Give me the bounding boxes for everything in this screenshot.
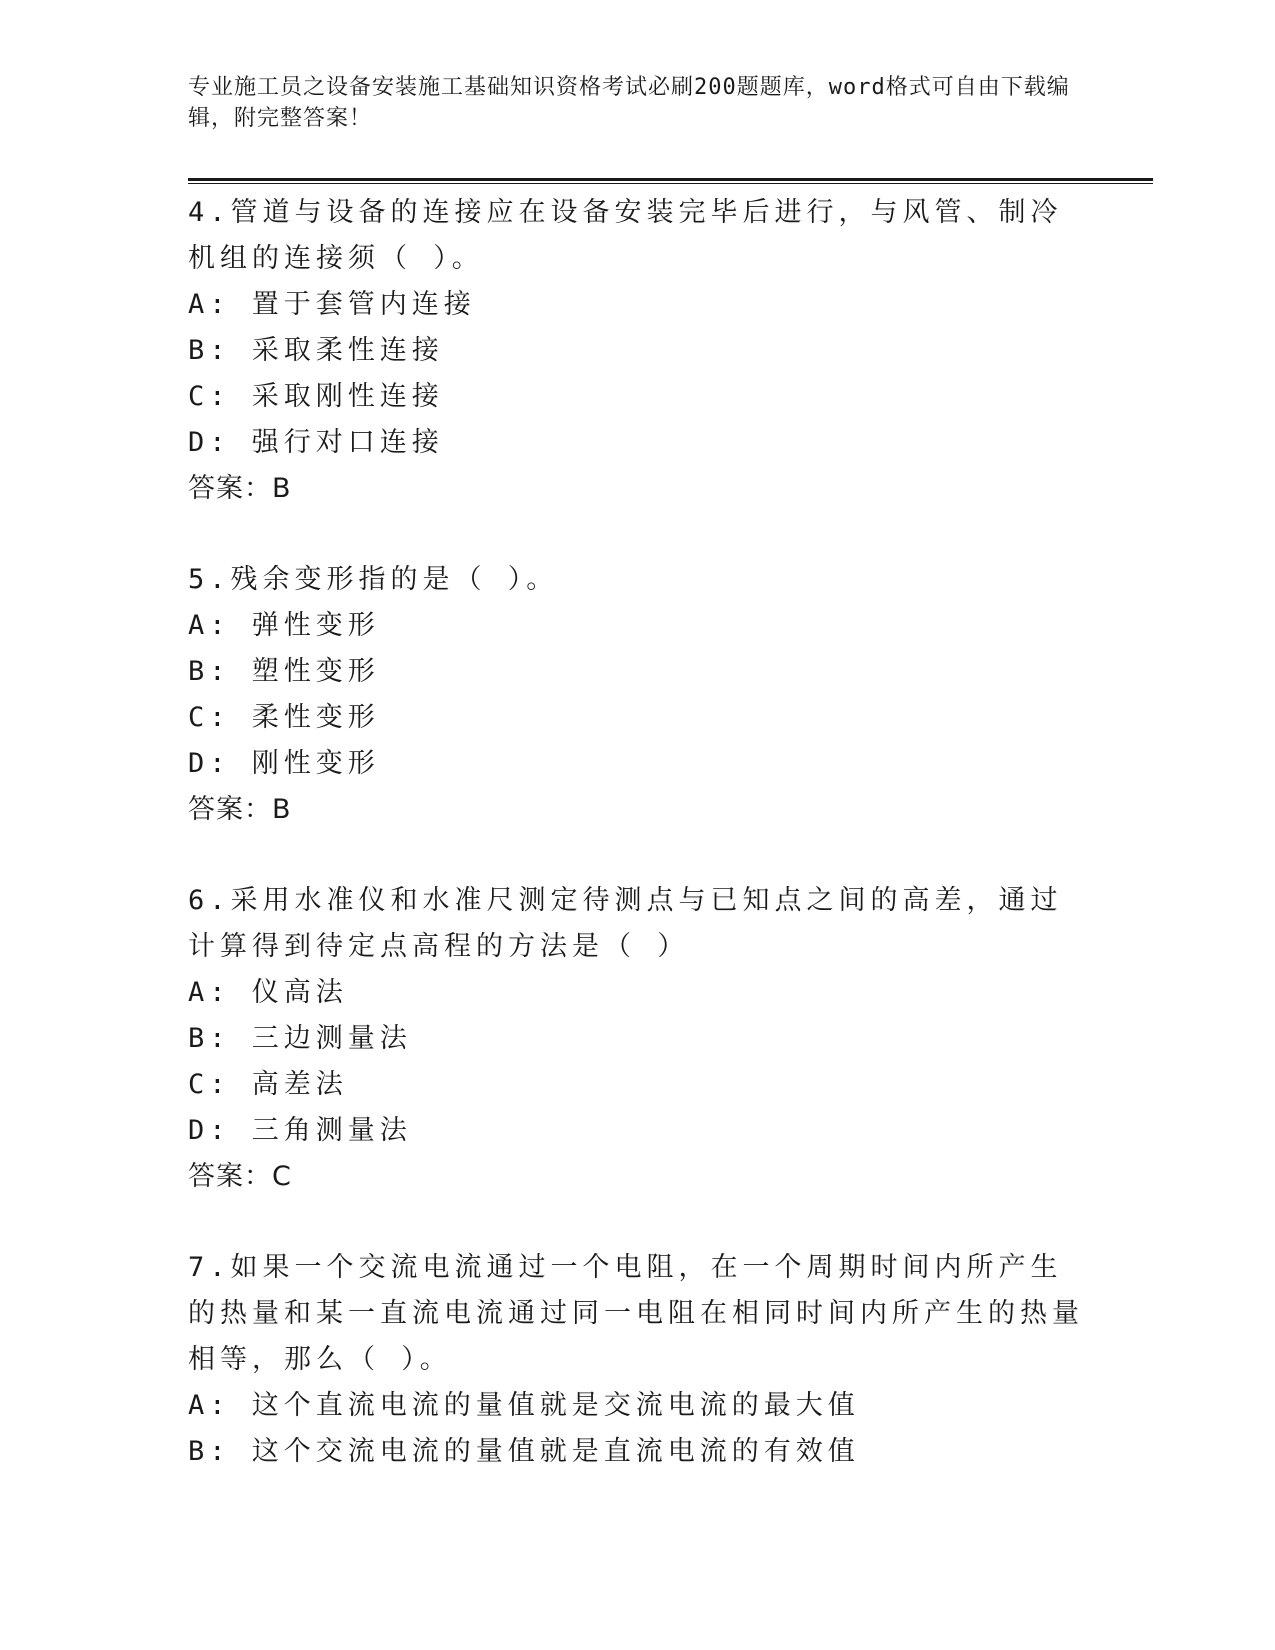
question-5 (188, 557, 1088, 833)
question-6 (188, 878, 1088, 1200)
question-stem: 5.残余变形指的是（ ）。 (188, 564, 559, 595)
option-b: B: 塑性变形 (188, 656, 380, 687)
option-a: A: 这个直流电流的量值就是交流电流的最大值 (188, 1390, 860, 1421)
option-a: A: 弹性变形 (188, 610, 380, 641)
option-d: D: 刚性变形 (188, 748, 380, 779)
question-stem: 7.如果一个交流电流通过一个电阻，在一个周期时间内所产生的热量和某一直流电流通过同一电阻在相同时间内所产生的热量相等，那么（ ）。 (188, 1252, 1084, 1375)
question-7 (188, 1245, 1088, 1475)
option-c: C: 高差法 (188, 1069, 348, 1100)
option-c: C: 柔性变形 (188, 702, 380, 733)
option-d: D: 强行对口连接 (188, 427, 444, 458)
option-a: A: 置于套管内连接 (188, 289, 476, 320)
question-stem: 6.采用水准仪和水准尺测定待测点与已知点之间的高差，通过计算得到待定点高程的方法是（ ） (188, 885, 1063, 962)
question-stem: 4.管道与设备的连接应在设备安装完毕后进行，与风管、制冷机组的连接须（ ）。 (188, 197, 1063, 274)
question-list (188, 190, 1088, 1520)
answer-line: 答案：B (188, 794, 292, 825)
header-divider-thin (188, 183, 1153, 184)
option-b: B: 三边测量法 (188, 1023, 412, 1054)
header-title: 专业施工员之设备安装施工基础知识资格考试必刷200题题库，word格式可自由下载编辑，附完整答案！ (188, 75, 1070, 131)
answer-line: 答案：B (188, 473, 292, 504)
option-b: B: 这个交流电流的量值就是直流电流的有效值 (188, 1436, 860, 1467)
option-c: C: 采取刚性连接 (188, 381, 444, 412)
answer-line: 答案：C (188, 1161, 292, 1192)
option-d: D: 三角测量法 (188, 1115, 412, 1146)
question-4 (188, 190, 1088, 512)
document-header (188, 72, 1088, 134)
header-divider-thick (188, 178, 1153, 181)
option-b: B: 采取柔性连接 (188, 335, 444, 366)
option-a: A: 仪高法 (188, 977, 348, 1008)
